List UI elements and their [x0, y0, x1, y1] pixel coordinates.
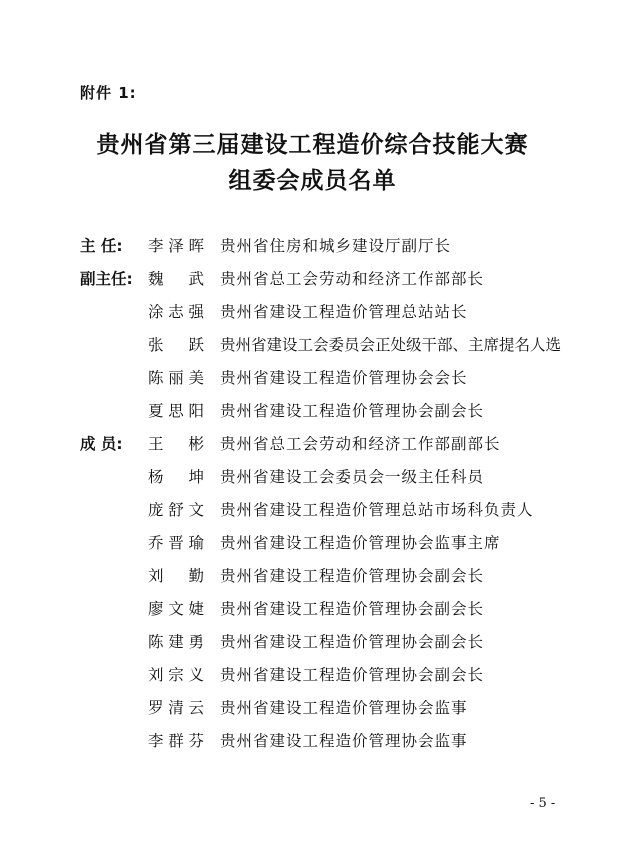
- member-name: 杨 坤: [148, 468, 204, 486]
- member-name: 乔 晋 瑜: [148, 534, 204, 552]
- member-name: 刘 宗 义: [148, 666, 204, 684]
- page-number: - 5 -: [530, 796, 556, 811]
- member-name: 李 群 芬: [148, 732, 204, 750]
- member-name: 罗 清 云: [148, 699, 204, 717]
- member-name: 廖 文 婕: [148, 600, 204, 618]
- member-name: 王 彬: [148, 435, 204, 453]
- member-role: 主 任:: [80, 237, 123, 255]
- member-role: 成 员:: [80, 435, 123, 453]
- member-position: 贵州省建设工程造价管理协会会长: [220, 369, 468, 387]
- member-position: 贵州省建设工程造价管理协会监事: [220, 699, 468, 717]
- member-position: 贵州省建设工程造价管理协会副会长: [220, 666, 485, 684]
- member-name: 魏 武: [148, 270, 204, 288]
- member-position: 贵州省建设工程造价管理总站市场科负责人: [220, 501, 534, 519]
- document-title-line2: 组委会成员名单: [228, 168, 397, 194]
- member-position: 贵州省住房和城乡建设厅副厅长: [220, 237, 452, 255]
- member-position: 贵州省建设工程造价管理协会副会长: [220, 402, 485, 420]
- member-name: 陈 丽 美: [148, 369, 204, 387]
- member-name: 庞 舒 文: [148, 501, 204, 519]
- member-name: 张 跃: [148, 336, 204, 354]
- member-position: 贵州省建设工程造价管理协会副会长: [220, 633, 485, 651]
- member-name: 刘 勤: [148, 567, 204, 585]
- member-name: 陈 建 勇: [148, 633, 204, 651]
- attachment-label: 附件 1:: [80, 84, 137, 102]
- member-position: 贵州省建设工程造价管理协会监事主席: [220, 534, 501, 552]
- member-position: 贵州省总工会劳动和经济工作部部长: [220, 270, 485, 288]
- member-name: 涂 志 强: [148, 303, 204, 321]
- member-role: 副主任:: [80, 270, 133, 288]
- member-position: 贵州省建设工程造价管理协会副会长: [220, 567, 485, 585]
- member-position: 贵州省建设工程造价管理协会副会长: [220, 600, 485, 618]
- member-position: 贵州省总工会劳动和经济工作部副部长: [220, 435, 501, 453]
- document-title-line1: 贵州省第三届建设工程造价综合技能大赛: [96, 132, 529, 158]
- member-name: 李 泽 晖: [148, 237, 204, 255]
- member-position: 贵州省建设工会委员会正处级干部、主席提名人选: [220, 336, 562, 354]
- member-position: 贵州省建设工程造价管理总站站长: [220, 303, 468, 321]
- member-position: 贵州省建设工会委员会一级主任科员: [220, 468, 485, 486]
- member-name: 夏 思 阳: [148, 402, 204, 420]
- member-position: 贵州省建设工程造价管理协会监事: [220, 732, 468, 750]
